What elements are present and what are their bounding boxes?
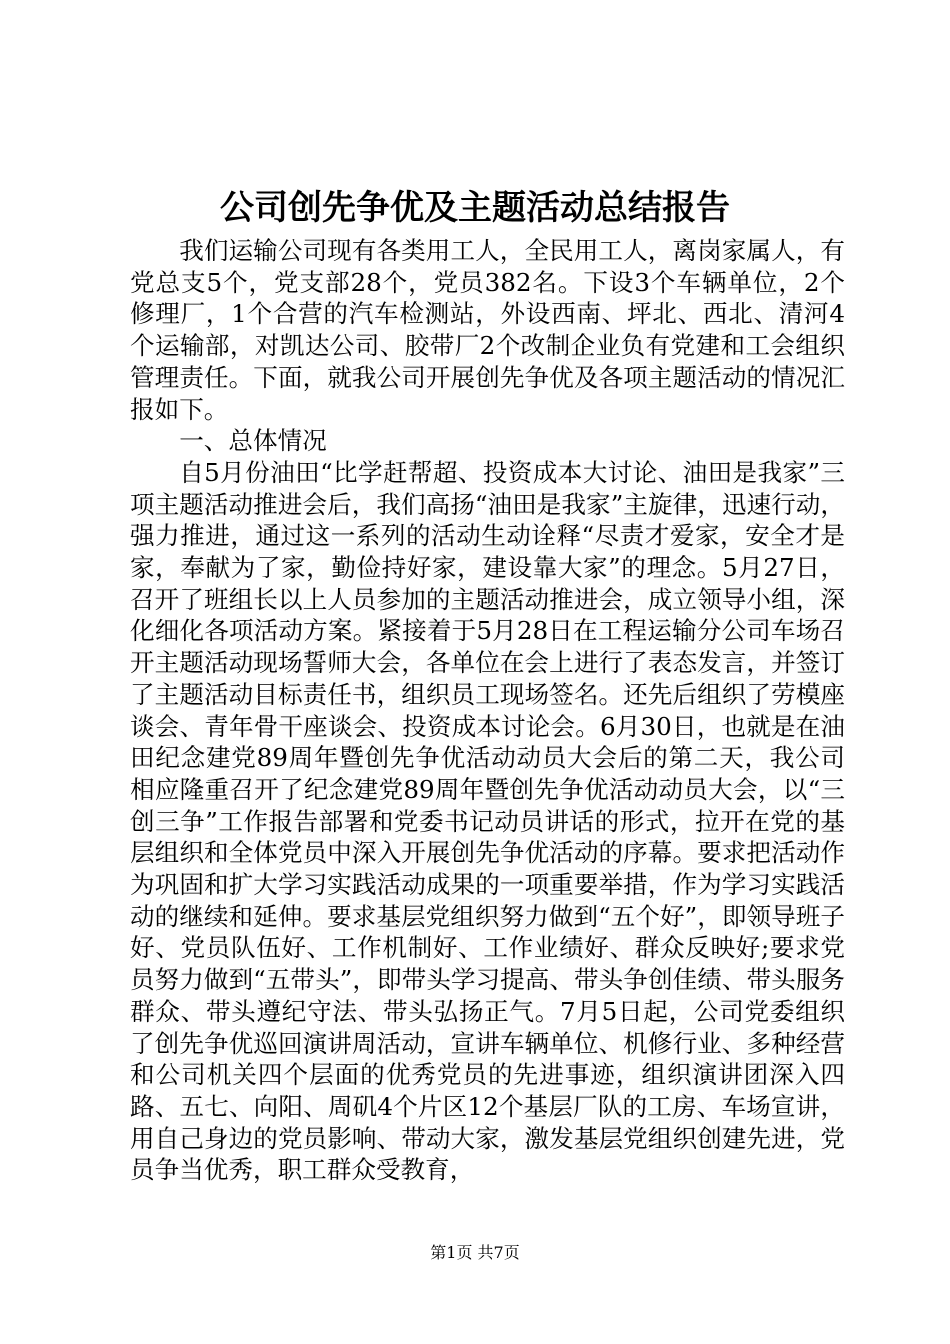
document-body [130, 235, 845, 1186]
section-heading: 一、总体情况 [179, 426, 327, 456]
page-footer: 第1页 共7页 [430, 1243, 520, 1262]
document-title: 公司创先争优及主题活动总结报告 [220, 188, 730, 228]
paragraph-intro: 我们运输公司现有各类用工人，全民用工人，离岗家属人，有党总支5个，党支部28个，党员382名。下设3个车辆单位，2个修理厂，1个合营的汽车检测站，外设西南、坪北、西北、清河4个运输部，对凯达公司、胶带厂2个改制企业负有党建和工会组织管理责任。下面，就我公司开展创先争优及各项主题活动的情况汇报如下。 [130, 236, 845, 424]
paragraph-overview: 自5月份油田“比学赶帮超、投资成本大讨论、油田是我家”三项主题活动推进会后，我们高扬“油田是我家”主旋律，迅速行动，强力推进，通过这一系列的活动生动诠释“尽责才爱家，安全才是家，奉献为了家，勤俭持好家，建设靠大家”的理念。5月27日，召开了班组长以上人员参加的主题活动推进会，成立领导小组，深化细化各项活动方案。紧接着于5月28日在工程运输分公司车场召开主题活动现场誓师大会，各单位在会上进行了表态发言，并签订了主题活动目标责任书，组织员工现场签名。还先后组织了劳模座谈会、青年骨干座谈会、投资成本讨论会。6月30日，也就是在油田纪念建党89周年暨创先争优活动动员大会后的第二天，我公司相应隆重召开了纪念建党89周年暨创先争优活动动员大会，以“三创三争”工作报告部署和党委书记动员讲话的形式，拉开在党的基层组织和全体党员中深入开展创先争优活动的序幕。要求把活动作为巩固和扩大学习实践活动成果的一项重要举措，作为学习实践活动的继续和延伸。要求基层党组织努力做到“五个好”，即领导班子好、党员队伍好、工作机制好、工作业绩好、群众反映好;要求党员努力做到“五带头”，即带头学习提高、带头争创佳绩、带头服务群众、带头遵纪守法、带头弘扬正气。7月5日起，公司党委组织了创先争优巡回演讲周活动，宣讲车辆单位、机修行业、多种经营和公司机关四个层面的优秀党员的先进事迹，组织演讲团深入四路、五七、向阳、周矶4个片区12个基层厂队的工房、车场宣讲，用自己身边的党员影响、带动大家，激发基层党组织创建先进，党员争当优秀，职工群众受教育， [130, 457, 845, 1185]
